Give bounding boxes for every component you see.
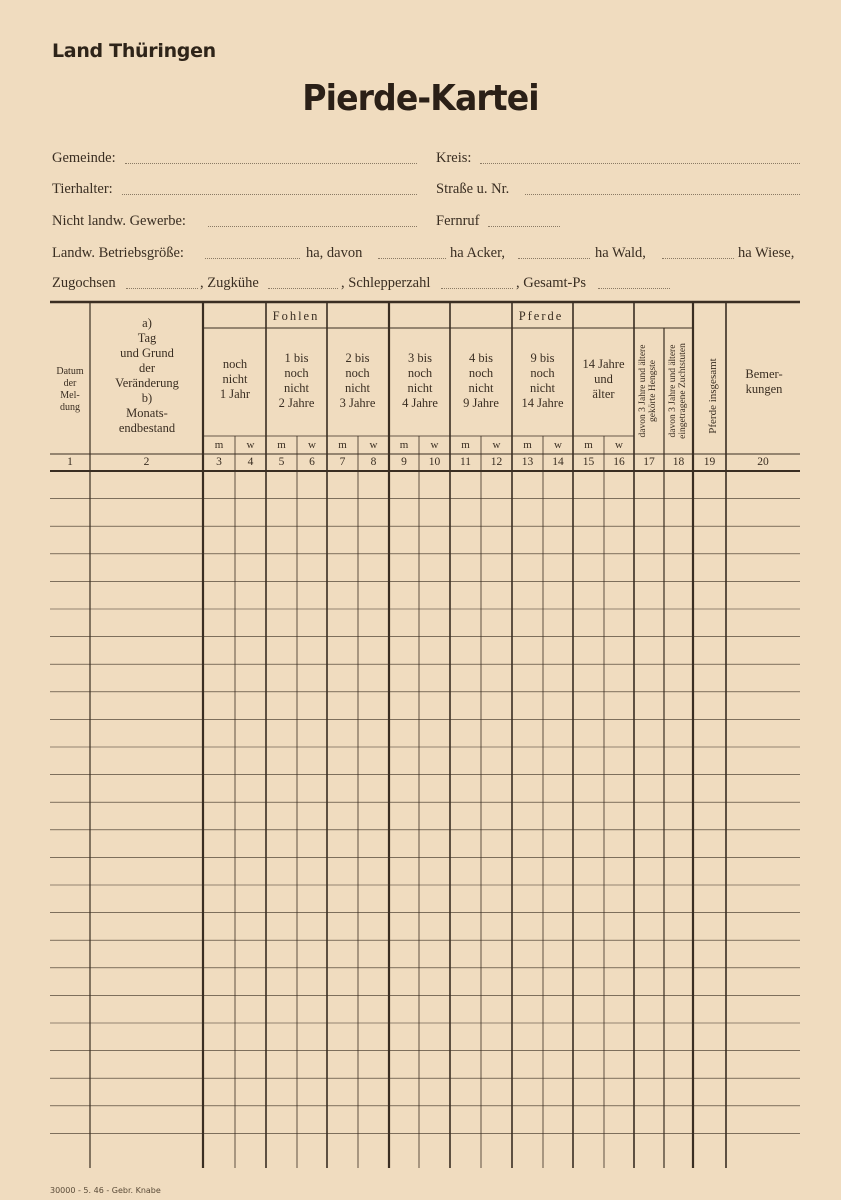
col2-header — [92, 316, 202, 436]
group-4-header — [390, 351, 450, 411]
mw-label-m: m — [277, 439, 286, 451]
column-number: 3 — [216, 456, 222, 468]
hengste-header — [638, 336, 660, 446]
hengste-line-1: davon 3 Jahre und ältere — [638, 344, 648, 438]
column-number: 14 — [552, 456, 564, 468]
mw-label-w: w — [492, 439, 501, 451]
column-number: 20 — [757, 456, 769, 468]
group-2-line-4: 2 Jahre — [278, 396, 315, 410]
group-6-line-2: noch — [530, 366, 555, 380]
print-footer: 30000 - 5. 46 - Gebr. Knabe — [50, 1186, 161, 1195]
column-number: 7 — [339, 456, 346, 468]
pferde-header: Pferde — [518, 309, 564, 323]
zugkuehe-label: , Zugkühe — [200, 275, 259, 291]
schlepperzahl-label: , Schlepperzahl — [341, 275, 431, 291]
bemerkungen-line-1: Bemer- — [745, 367, 783, 381]
group-5-line-4: 9 Jahre — [463, 396, 499, 410]
group-2-line-3: nicht — [284, 381, 309, 395]
hengste-line-2: gekörte Hengste — [648, 360, 658, 422]
mw-label-w: w — [615, 439, 623, 451]
group-1-header — [204, 357, 266, 402]
column-number: 12 — [490, 456, 503, 468]
group-1-line-2: nicht — [222, 372, 248, 386]
column-number: 11 — [459, 456, 472, 468]
column-number: 10 — [428, 456, 441, 468]
group-7-line-2: und — [594, 372, 613, 386]
strasse-label: Straße u. Nr. — [436, 181, 510, 197]
column-number: 16 — [613, 456, 625, 468]
group-3-line-4: 3 Jahre — [339, 396, 376, 410]
bemerkungen-line-2: kungen — [745, 382, 783, 396]
gesamt-ps-label: , Gesamt-Ps — [516, 275, 587, 291]
zuchtstuten-header — [668, 336, 690, 446]
col2-line-1: a) — [142, 316, 152, 330]
group-7-line-1: 14 Jahre — [582, 357, 625, 371]
group-6-line-4: 14 Jahre — [521, 396, 564, 410]
group-1-line-1: noch — [222, 357, 248, 371]
zuchtstuten-line-2: eingetragene Zuchtstuten — [678, 343, 688, 439]
mw-label-m: m — [523, 439, 532, 451]
column-number: 6 — [309, 456, 315, 468]
mw-label-m: m — [338, 439, 347, 451]
column-number: 1 — [67, 456, 73, 468]
column-number: 9 — [401, 456, 407, 468]
group-5-header — [450, 351, 512, 411]
group-5-line-3: nicht — [468, 381, 494, 395]
column-number: 5 — [278, 456, 285, 468]
group-4-line-2: noch — [407, 366, 433, 380]
ha-acker-label: ha Acker, — [450, 245, 505, 261]
tierhalter-label: Tierhalter: — [52, 181, 113, 197]
col2-line-8: endbestand — [118, 421, 176, 435]
group-6-line-1: 9 bis — [530, 351, 555, 365]
column-number: 15 — [582, 456, 595, 468]
ha-wiese-label: ha Wiese, — [738, 245, 795, 261]
mw-label-w: w — [308, 439, 316, 451]
column-number: 18 — [672, 456, 685, 468]
betriebsgroesse-label: Landw. Betriebsgröße: — [52, 245, 184, 261]
col2-line-2: Tag — [137, 331, 157, 345]
kreis-label: Kreis: — [436, 150, 472, 166]
group-2-line-1: 1 bis — [284, 351, 309, 365]
zuchtstuten-line-1: davon 3 Jahre und ältere — [668, 344, 678, 438]
datum-line-3: Mel- — [60, 390, 80, 401]
mw-label-m: m — [461, 439, 470, 451]
datum-header — [50, 366, 90, 414]
group-4-line-3: nicht — [407, 381, 433, 395]
mw-label-m: m — [399, 439, 409, 451]
fohlen-header: Fohlen — [272, 309, 320, 323]
mw-label-w: w — [430, 439, 439, 451]
group-6-header — [512, 351, 573, 411]
gewerbe-label: Nicht landw. Gewerbe: — [52, 213, 186, 229]
column-number: 13 — [521, 456, 534, 468]
group-3-header — [327, 351, 388, 411]
col2-line-5: Veränderung — [115, 376, 179, 390]
col2-line-7: Monats- — [126, 406, 168, 420]
state-label: Land Thüringen — [52, 40, 216, 62]
col2-line-4: der — [139, 361, 155, 375]
group-5-line-1: 4 bis — [469, 351, 493, 365]
mw-label-w: w — [554, 439, 562, 451]
group-2-line-2: noch — [284, 366, 309, 380]
column-number: 17 — [643, 456, 655, 468]
group-7-line-3: älter — [592, 387, 615, 401]
datum-line-1: Datum — [56, 366, 84, 377]
group-2-header — [266, 351, 327, 411]
insgesamt-header: Pferde insgesamt — [707, 358, 719, 434]
column-number: 2 — [143, 456, 150, 468]
group-6-line-3: nicht — [530, 381, 555, 395]
group-3-line-1: 2 bis — [345, 351, 370, 365]
mw-label-m: m — [214, 439, 224, 451]
datum-line-2: der — [63, 378, 77, 389]
group-4-line-4: 4 Jahre — [402, 396, 438, 410]
col2-line-3: und Grund — [120, 346, 174, 360]
ha-davon-label: ha, davon — [306, 245, 363, 261]
datum-line-4: dung — [60, 402, 80, 413]
col2-line-6: b) — [141, 391, 153, 405]
group-5-line-2: noch — [468, 366, 494, 380]
column-number: 19 — [703, 456, 716, 468]
fernruf-label: Fernruf — [436, 213, 480, 229]
group-7-header — [573, 357, 634, 402]
column-number: 8 — [370, 456, 377, 468]
group-3-line-3: nicht — [345, 381, 370, 395]
column-number: 4 — [247, 456, 254, 468]
group-1-line-3: 1 Jahr — [219, 387, 251, 401]
mw-label-w: w — [246, 439, 255, 451]
gemeinde-label: Gemeinde: — [52, 150, 116, 166]
page-title: Pierde-Kartei — [302, 78, 539, 119]
ha-wald-label: ha Wald, — [595, 245, 646, 261]
group-4-line-1: 3 bis — [408, 351, 432, 365]
group-3-line-2: noch — [345, 366, 370, 380]
mw-label-m: m — [584, 439, 593, 451]
bemerkungen-header — [728, 367, 800, 397]
zugochsen-label: Zugochsen — [52, 275, 116, 291]
mw-label-w: w — [369, 439, 378, 451]
